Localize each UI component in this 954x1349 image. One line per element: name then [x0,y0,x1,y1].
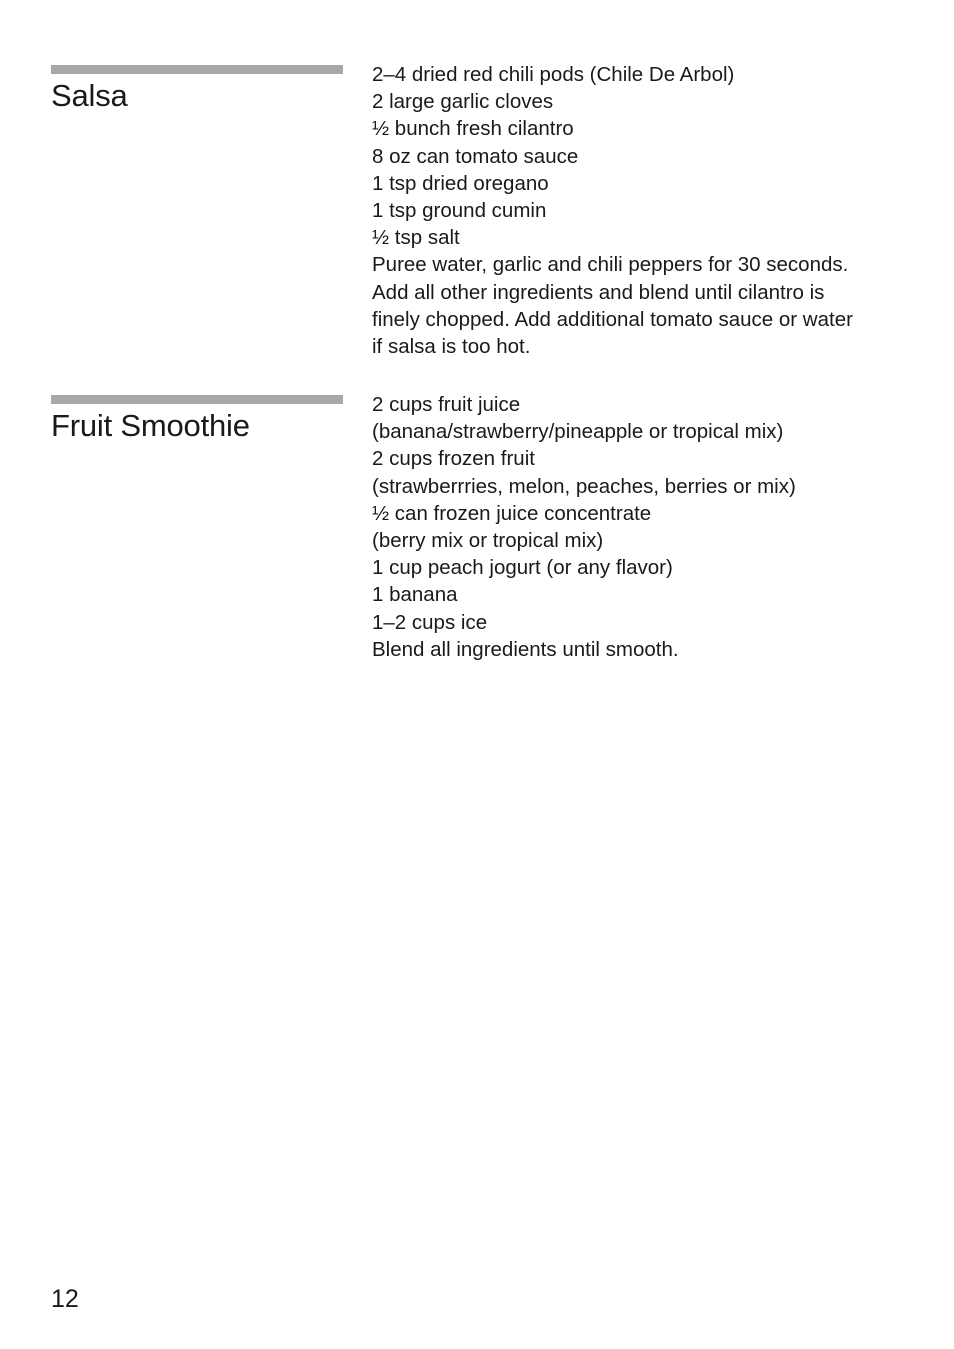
recipe-line: 8 oz can tomato sauce [372,144,579,168]
recipe-line: 2 cups frozen fruit [372,447,535,471]
recipe-line: 2 large garlic cloves [372,90,554,114]
recipe-line: (strawberrries, melon, peaches, berries or mix) [372,474,796,498]
recipe-line: 1 tsp dried oregano [372,171,549,195]
recipe-text [372,391,912,663]
recipe-title: Salsa [51,78,128,113]
recipe-line: 2–4 dried red chili pods (Chile De Arbol) [372,63,735,86]
recipe-line: ½ tsp salt [372,226,460,250]
recipe-line: 1–2 cups ice [372,610,488,634]
section-divider [51,65,343,74]
recipe-line: Add all other ingredients and blend until cilantro is [372,280,825,304]
recipe-line: 1 tsp ground cumin [372,199,547,223]
recipe-line: ½ bunch fresh cilantro [372,117,574,141]
recipe-line: Blend all ingredients until smooth. [372,637,679,661]
recipe-line: finely chopped. Add additional tomato sauce or water [372,307,853,331]
section-divider [51,395,343,404]
recipe-text [372,61,912,360]
recipe-title: Fruit Smoothie [51,408,250,443]
recipe-line: ½ can frozen juice concentrate [372,501,652,525]
recipe-line: 1 banana [372,583,458,607]
recipe-line: 1 cup peach jogurt (or any flavor) [372,556,673,580]
recipe-line: (berry mix or tropical mix) [372,529,604,553]
recipe-line: Puree water, garlic and chili peppers for 30 seconds. [372,253,849,277]
recipe-line: 2 cups fruit juice [372,393,521,416]
recipe-line: if salsa is too hot. [372,335,531,359]
page-number: 12 [51,1285,79,1313]
recipe-line: (banana/strawberry/pineapple or tropical mix) [372,420,784,444]
